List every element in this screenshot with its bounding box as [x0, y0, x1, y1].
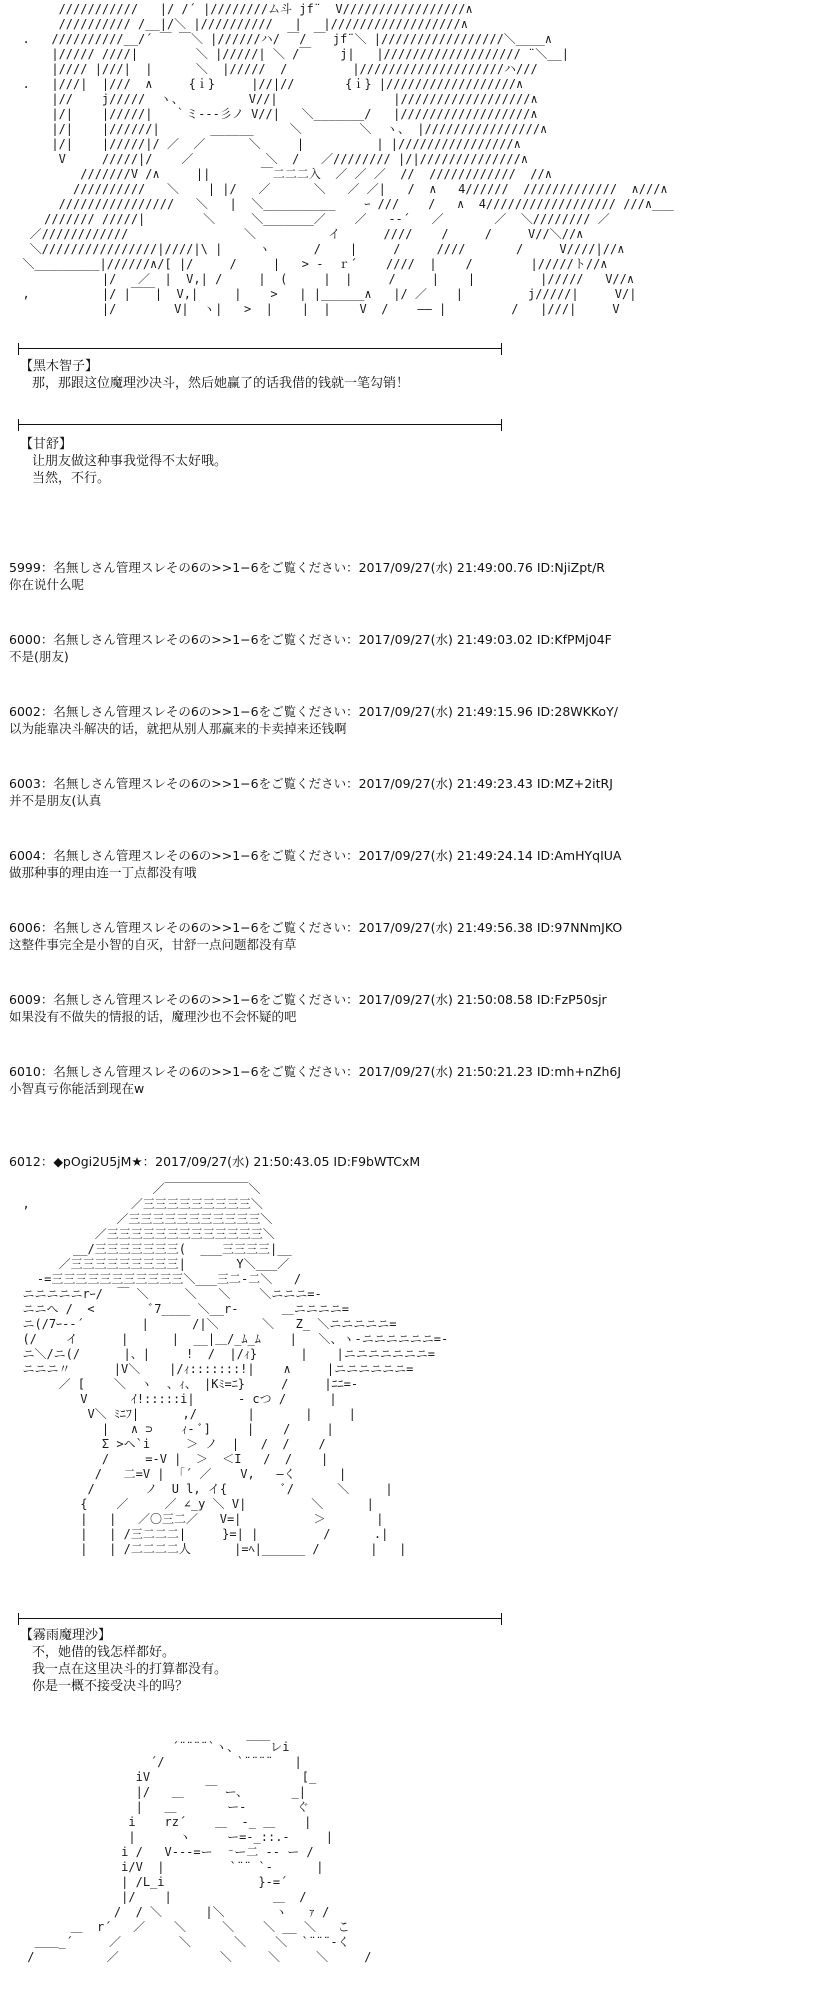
- post-header: [9, 631, 809, 648]
- post-header: [9, 703, 809, 720]
- post-header: [9, 847, 809, 864]
- ascii-art-tomoko: ´¨¨¨¨`ヽ、 ￣￣レi ´/ `¨¨¨¨ | iV [_ |/ ＿ ￣ ー、 _| | ＿ ー- ぐ i rz´ ＿ ‐_ ＿ | | ヽ ー=-_::.- | i / V‐‐‐=ー ⁻ー二 ‐‐ ー / i/V | `¨¨ `‐ | | /L_i }‐=´ |/ | ＿ / / / ＼ |＼ ヽ ｧ / ＿ r´ ／ ＼ ＼ ＼ __ ＼ こ ＿＿_´ ／ ＼ ＼ ＼ `¨¨¨‐く / ／ ＼ ＼ ＼ /: [27, 1740, 372, 1964]
- post-number: 6003: [9, 776, 41, 791]
- post-body: 做那种事的理由连一丁点都没有哦: [9, 865, 197, 880]
- divider: [12, 343, 508, 355]
- ascii-art-top: /////////// |/ /´ |////////ム斗 jf¨ V/////////////////∧ ////////// /__|/＼ |////////// | |//////////////////∧ . //////////__/´ ￣ ￣＼ |//////ハ/ ￣/ ￣ jf¨＼ |/////////////////＼____∧ |///// ////| ＼ |/////| ＼ /￣ j| |/////////////////// ¨＼__| |//// |///| | ＼ |///// / |////////////////////ハ/// . |///| |/// ∧ {ｉ} |//|// {ｉ} |//////////////////∧ |// j///// ヽ、 V//| |//////////////////∧ |/| |/////| ｀ミ‐‐‐彡ノ V//| ＼_______/ |//////////////////∧ |/| |//////| ______ ＼ ＼ ヽ、 |////////////////∧ |/| |/////|/ ／ ／ ＼ | | |////////////////∧ V /////|/ ／ ＼ / ／//////// |/|//////////////∧ ///////V /∧ || ￣二二二入 ／ ／ ／ // //////////// //∧ ////////// ＼ | |/ ／ ＼ ／ ／| / ∧ 4////// ///////////// ∧///∧ //////////////// ＼ | ＼__________ ｰ /// / ∧ 4////////////////// ///∧___ /////// /////| ＼ ＼_______／ ／ ‐-´ ／ ／ ＼//////// ／ ／//////////// ＼ イ //// / / V//＼//∧ ＼////////////////|////|\ | ヽ / | / //// / V////|//∧ ＼_________|//////∧/[ |/ / | > ‐ ｒ´ //// | / |/////ト//∧ |/ ／ | V,| / | ( | | / | | |///// V//∧ , |/ |￣￣| V,| | > | |______∧ |/ ／ | j/////| V/| |/ V| ヽ| > | | | V / ―― | / |///| V: [22, 2, 674, 316]
- post: [9, 1063, 809, 1097]
- post-header: [9, 1153, 809, 1170]
- post-body: 不是(朋友): [9, 649, 69, 664]
- dialogue-line: 你是一概不接受决斗的吗？: [32, 1679, 189, 1694]
- dialogue-gansu: [20, 436, 227, 487]
- post-meta: ：名無しさん管理スレその6の>>1−6をご覧ください：2017/09/27(水) 21:49:24.14 ID:AmHYqIUA: [40, 848, 622, 863]
- post: [9, 847, 809, 881]
- dialogue-tomoko: [20, 358, 409, 392]
- post-body: 小智真亏你能活到现在w: [9, 1081, 145, 1096]
- post-header: [9, 919, 809, 936]
- speaker-name: 【甘舒】: [20, 437, 73, 452]
- ascii-art-marisa: ／￣￣￣￣￣￣￣＼ , ／三三三三三三三三三＼ ／三三三三三三三三三三三＼ ／三三三三三三三三三三三三三＼ __/三三三三三三三( ___三三三三|__ ／三三三三三三三三三| Y＼___／ ‐=三三三三三三三三三三三＼___三二-二＼ / ニニニニニrｰ/ ￣ ＼ ＼ ＼ ＼ニニニ=- ニニへ / < ﾞ7____ ＼__r‐ ＿ニニニニ= ニ(/7ｰ-‐´ | /|＼ ＼ Z_ ＼ニニニニニ= (/ イ | | __|＿/_ﾑ_ﾑ | ＼、ヽ-ニニニニニニ=- ニ＼/ニ(/ |、| ! / |/ｨ} | |ニニニニニニニ= ニニニ〃 |V＼ |/ｨ:::::::!| ∧ |ニニニニニニ= ／ [ ＼ ヽ 、ｨ、 |Kﾐ=ﾆ} / |ﾆﾆ=- V ｲ!:::::i| ‐ cつ / | V＼ ﾐﾆﾌ| ,/ | | | | ∧ ⊃ ｨ‐ ﾞ] | / | Σ >ヘ`i ＞ ノ | / / / / =-V | ＞ ＜I / / | / 二=V | ｢´ ／ V, ―く | / ノ U l, イ{ ﾞ/ ＼ | { ／ ／ ∠_y ＼ V| ＼ | | | ／〇三二／ V=| ＞ | | | /三二二二| }=| | / .| | | /二二二二人 |=ﾍ|______ / | |: [22, 1182, 449, 1556]
- dialogue-line: 当然，不行。: [32, 471, 111, 486]
- post-number: 6004: [9, 848, 41, 863]
- divider: [12, 1613, 508, 1625]
- post-meta: ：名無しさん管理スレその6の>>1−6をご覧ください：2017/09/27(水) 21:49:00.76 ID:NjiZpt/R: [40, 560, 605, 575]
- post-meta: ：名無しさん管理スレその6の>>1−6をご覧ください：2017/09/27(水) 21:50:08.58 ID:FzP50sjr: [40, 992, 607, 1007]
- dialogue-line: 那，那跟这位魔理沙决斗，然后她赢了的话我借的钱就一笔勾销！: [32, 376, 410, 391]
- post-body: 这整件事完全是小智的自灭，甘舒一点问题都没有草: [9, 937, 297, 952]
- post: [9, 631, 809, 665]
- post-number: 6010: [9, 1064, 41, 1079]
- post-number: 6012: [9, 1154, 41, 1169]
- post: [9, 559, 809, 593]
- dialogue-line: 不，她借的钱怎样都好。: [32, 1645, 176, 1660]
- post-number: 6000: [9, 632, 41, 647]
- post-meta: ：名無しさん管理スレその6の>>1−6をご覧ください：2017/09/27(水) 21:49:03.02 ID:KfPMj04F: [40, 632, 612, 647]
- post-body: 并不是朋友(认真: [9, 793, 102, 808]
- post-number: 6006: [9, 920, 41, 935]
- dialogue-marisa: [20, 1627, 227, 1695]
- dialogue-line: 让朋友做这种事我觉得不太好哦。: [32, 454, 228, 469]
- post-body: 你在说什么呢: [9, 577, 85, 592]
- speaker-name: 【黑木智子】: [20, 359, 99, 374]
- speaker-name: 【霧雨魔理沙】: [20, 1628, 112, 1643]
- post-number: 6009: [9, 992, 41, 1007]
- post-header: [9, 991, 809, 1008]
- post-body: 如果没有不做失的情报的话，魔理沙也不会怀疑的吧: [9, 1009, 297, 1024]
- post: [9, 991, 809, 1025]
- post-header: [9, 1063, 809, 1080]
- post-meta: ：名無しさん管理スレその6の>>1−6をご覧ください：2017/09/27(水) 21:49:23.43 ID:MZ+2itRJ: [40, 776, 613, 791]
- post-header: [9, 775, 809, 792]
- post: [9, 919, 809, 953]
- post-number: 5999: [9, 560, 41, 575]
- post-body: 以为能靠决斗解决的话，就把从别人那赢来的卡卖掉来还钱啊: [9, 721, 347, 736]
- post: [9, 1153, 809, 1170]
- post-number: 6002: [9, 704, 41, 719]
- post: [9, 703, 809, 737]
- post-meta: ：名無しさん管理スレその6の>>1−6をご覧ください：2017/09/27(水) 21:49:15.96 ID:28WKKoY/: [40, 704, 618, 719]
- post-meta: ：◆pOgi2U5jM★：2017/09/27(水) 21:50:43.05 ID:F9bWTCxM: [40, 1154, 421, 1169]
- post-meta: ：名無しさん管理スレその6の>>1−6をご覧ください：2017/09/27(水) 21:50:21.23 ID:mh+nZh6J: [40, 1064, 622, 1079]
- divider: [12, 419, 508, 431]
- post-meta: ：名無しさん管理スレその6の>>1−6をご覧ください：2017/09/27(水) 21:49:56.38 ID:97NNmJKO: [40, 920, 623, 935]
- dialogue-line: 我一点在这里决斗的打算都没有。: [32, 1662, 228, 1677]
- post: [9, 775, 809, 809]
- post-header: [9, 559, 809, 576]
